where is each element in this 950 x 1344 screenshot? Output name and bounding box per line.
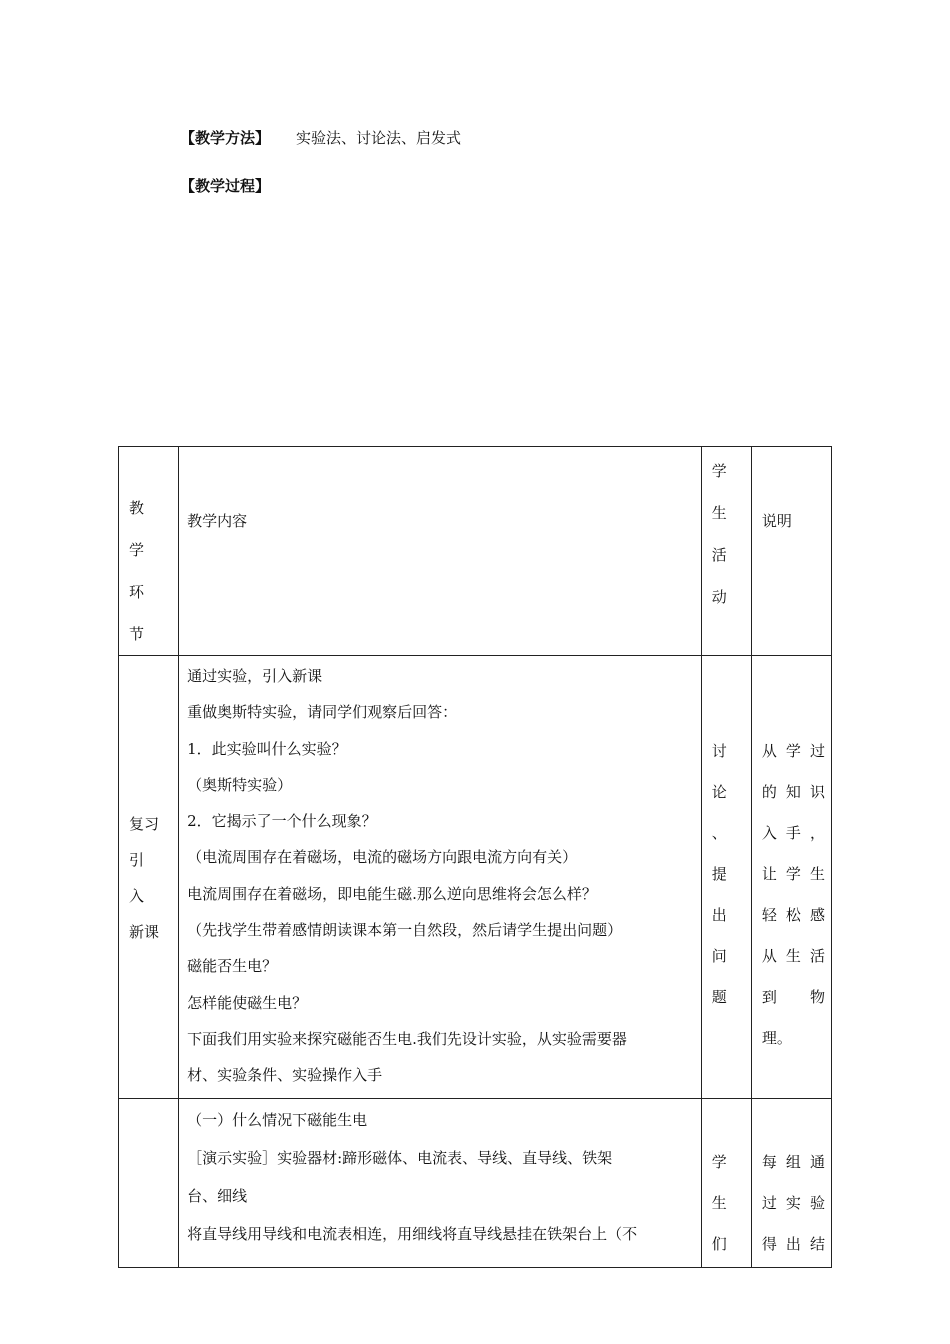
student-activity-char: 论 — [711, 783, 727, 801]
note-cell — [751, 656, 831, 1099]
table-row — [119, 1099, 832, 1268]
header-content-label: 教学内容 — [187, 512, 248, 530]
table-row — [119, 656, 832, 1099]
student-activity-char: 学 — [711, 1153, 727, 1171]
stage-line: 新课 — [129, 923, 160, 941]
content-line: 2．它揭示了一个什么现象？ — [187, 812, 377, 831]
header-student-char: 生 — [711, 504, 727, 522]
note-line: 到 物 — [761, 988, 825, 1006]
table-header-row — [119, 447, 832, 656]
header-stage-line: 环节 — [129, 583, 155, 643]
header-stage-cell — [119, 447, 179, 656]
student-activity-char: 出 — [711, 906, 727, 924]
note-line: 轻松感 — [761, 906, 825, 924]
stage-line: 复习 — [129, 815, 160, 833]
content-line: （一）什么情况下磁能生电 — [187, 1111, 368, 1129]
note-line: 理。 — [761, 1029, 792, 1047]
content-line: 磁能否生电？ — [187, 957, 278, 976]
student-activity-char: 提 — [711, 865, 727, 883]
content-line: （奥斯特实验） — [187, 775, 293, 794]
note-line: 让学生 — [761, 865, 825, 883]
header-note-cell — [751, 447, 831, 656]
content-line: 通过实验，引入新课 — [187, 667, 323, 685]
student-activity-char: 问 — [711, 947, 727, 965]
stage-cell — [119, 1099, 179, 1268]
header-student-char: 活 — [711, 546, 727, 564]
content-line: （先找学生带着感情朗读课本第一自然段，然后请学生提出问题） — [187, 921, 623, 940]
content-line: （电流周围存在着磁场，电流的磁场方向跟电流方向有关） — [187, 848, 578, 867]
content-cell — [179, 1099, 702, 1268]
student-activity-char: 、 — [711, 824, 727, 842]
note-line: 得出结 — [761, 1235, 825, 1253]
student-activity-char: 题 — [711, 988, 727, 1006]
student-activity-cell — [701, 1099, 751, 1268]
note-line: 的知识 — [761, 783, 825, 801]
note-line: 每组通 — [761, 1153, 825, 1171]
content-line: 1．此实验叫什么实验？ — [187, 739, 347, 758]
content-line: 材、实验条件、实验操作入手 — [187, 1066, 383, 1085]
student-activity-char: 讨 — [711, 742, 727, 760]
content-line: 怎样能使磁生电？ — [187, 993, 308, 1012]
content-line: 电流周围存在着磁场，即电能生磁.那么逆向思维将会怎么样？ — [187, 884, 597, 903]
note-line: 入手， — [761, 824, 825, 842]
content-line: 将直导线用导线和电流表相连，用细线将直导线悬挂在铁架台上（不 — [187, 1225, 638, 1243]
note-cell — [751, 1099, 831, 1268]
stage-cell — [119, 656, 179, 1099]
content-line: 重做奥斯特实验，请同学们观察后回答： — [187, 703, 458, 722]
stage-line: 引 入 — [129, 851, 153, 905]
teaching-method-label: 【教学方法】 — [180, 129, 271, 147]
header-stage-line: 教 学 — [129, 499, 155, 559]
student-activity-char: 生 — [711, 1194, 727, 1212]
content-cell — [179, 656, 702, 1099]
header-student-char: 学 — [711, 462, 727, 480]
note-line: 从学过 — [761, 742, 825, 760]
content-line: 台、细线 — [187, 1187, 248, 1205]
student-activity-cell — [701, 656, 751, 1099]
header-student-char: 动 — [711, 588, 727, 606]
header-student-cell — [701, 447, 751, 656]
teaching-process-label: 【教学过程】 — [180, 177, 271, 195]
content-line: ［演示实验］实验器材:蹄形磁体、电流表、导线、直导线、铁架 — [187, 1149, 613, 1167]
lesson-plan-table — [118, 446, 832, 1268]
note-line: 从生活 — [761, 947, 825, 965]
student-activity-char: 们 — [711, 1235, 727, 1253]
content-line: 下面我们用实验来探究磁能否生电.我们先设计实验，从实验需要器 — [187, 1029, 627, 1048]
note-line: 过实验 — [761, 1194, 825, 1212]
header-content-cell — [179, 447, 702, 656]
header-note-label: 说明 — [761, 512, 792, 530]
teaching-method-text: 实验法、讨论法、启发式 — [296, 129, 462, 147]
